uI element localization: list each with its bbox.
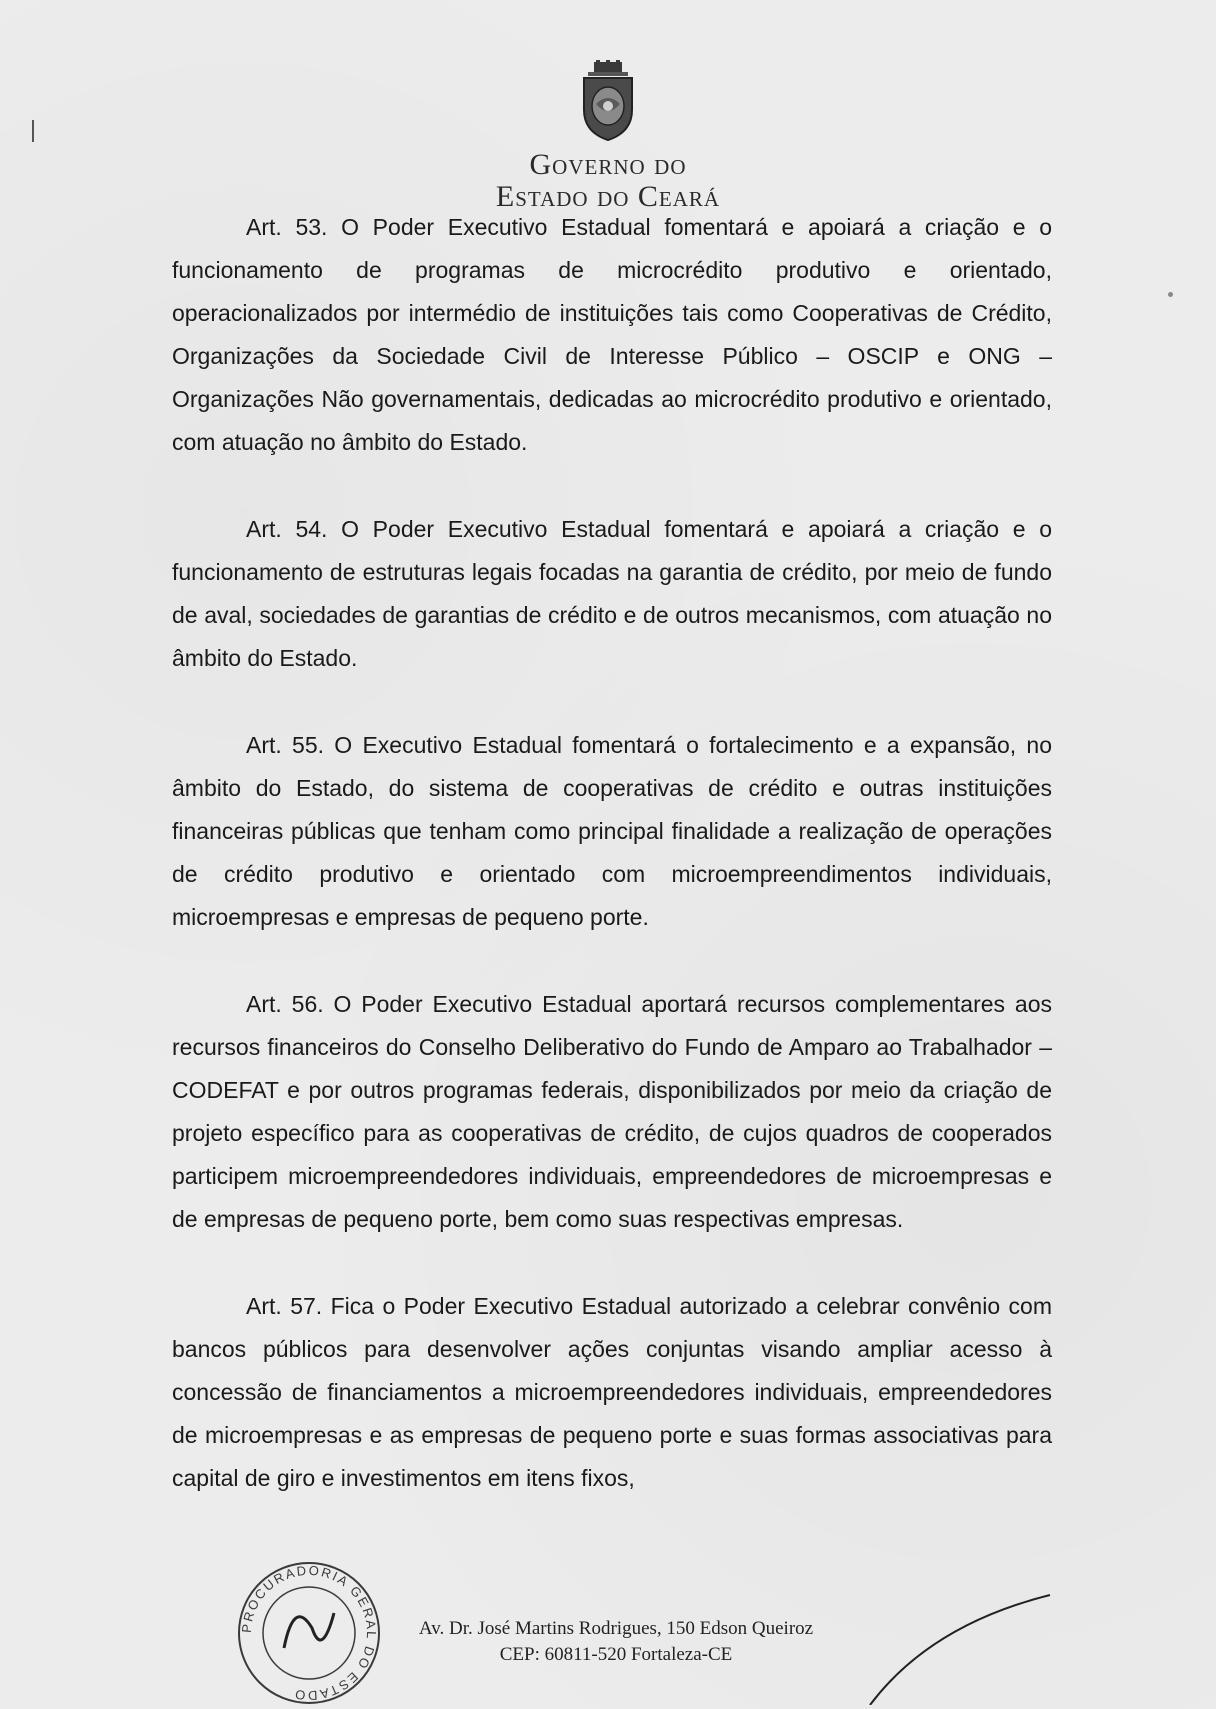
article-text: Art. 53. O Poder Executivo Estadual fomentará e apoiará a criação e o funcionamento de programas de microcrédito produtivo e orientado, operacionalizados por intermédio de instituições tais como Cooperativas de Crédito, Organizações da Sociedade Civil de Interesse Público – OSCIP e ONG – Organizações Não governamentais, dedicadas ao microcrédito produtivo e orientado, com atuação no âmbito do Estado. (172, 214, 1052, 455)
article-text: Art. 57. Fica o Poder Executivo Estadual autorizado a celebrar convênio com bancos públicos para desenvolver ações conjuntas visando ampliar acesso à concessão de financiamentos a microempreendedores individuais, empreendedores de microempresas e as empresas de pequeno porte e suas formas associativas para capital de giro e investimentos em itens fixos, (172, 1293, 1052, 1491)
state-coat-of-arms-icon (576, 60, 640, 144)
speck-mark (1168, 292, 1173, 297)
article-55 (172, 724, 1052, 939)
article-56 (172, 983, 1052, 1241)
header-state: Estado do Ceará (495, 180, 721, 213)
article-text: Art. 55. O Executivo Estadual fomentará o fortalecimento e a expansão, no âmbito do Estado, do sistema de cooperativas de crédito e outras instituições financeiras públicas que tenham como principal finalidade a realização de operações de crédito produtivo e orientado com microempreendimentos individuais, microempresas e empresas de pequeno porte. (172, 732, 1052, 930)
article-text: Art. 56. O Poder Executivo Estadual aportará recursos complementares aos recursos financeiros do Conselho Deliberativo do Fundo de Amparo ao Trabalhador – CODEFAT e por outros programas federais, disponibilizados por meio da criação de projeto específico para as cooperativas de crédito, de cujos quadros de cooperados participem microempreendedores individuais, empreendedores de microempresas e de empresas de pequeno porte, bem como suas respectivas empresas. (172, 991, 1052, 1232)
article-text: Art. 54. O Poder Executivo Estadual fomentará e apoiará a criação e o funcionamento de estruturas legais focadas na garantia de crédito, por meio de fundo de aval, sociedades de garantias de crédito e de outros mecanismos, com atuação no âmbito do Estado. (172, 516, 1052, 671)
left-margin-mark (32, 120, 34, 142)
letterhead (0, 60, 1216, 212)
document-body (172, 206, 1052, 1544)
footer-cep: CEP: 60811-520 Fortaleza-CE (499, 1644, 733, 1665)
stamp-text: PROCURADORIA GERAL DO ESTADO (238, 1562, 380, 1704)
article-57 (172, 1285, 1052, 1500)
article-53 (172, 206, 1052, 464)
signature-stroke-icon (860, 1585, 1060, 1705)
official-stamp-icon (234, 1558, 384, 1708)
footer-address: Av. Dr. José Martins Rodrigues, 150 Edson Queiroz (418, 1618, 814, 1639)
article-54 (172, 508, 1052, 680)
footer-address-block (396, 1616, 836, 1668)
header-government: Governo do (529, 148, 687, 181)
